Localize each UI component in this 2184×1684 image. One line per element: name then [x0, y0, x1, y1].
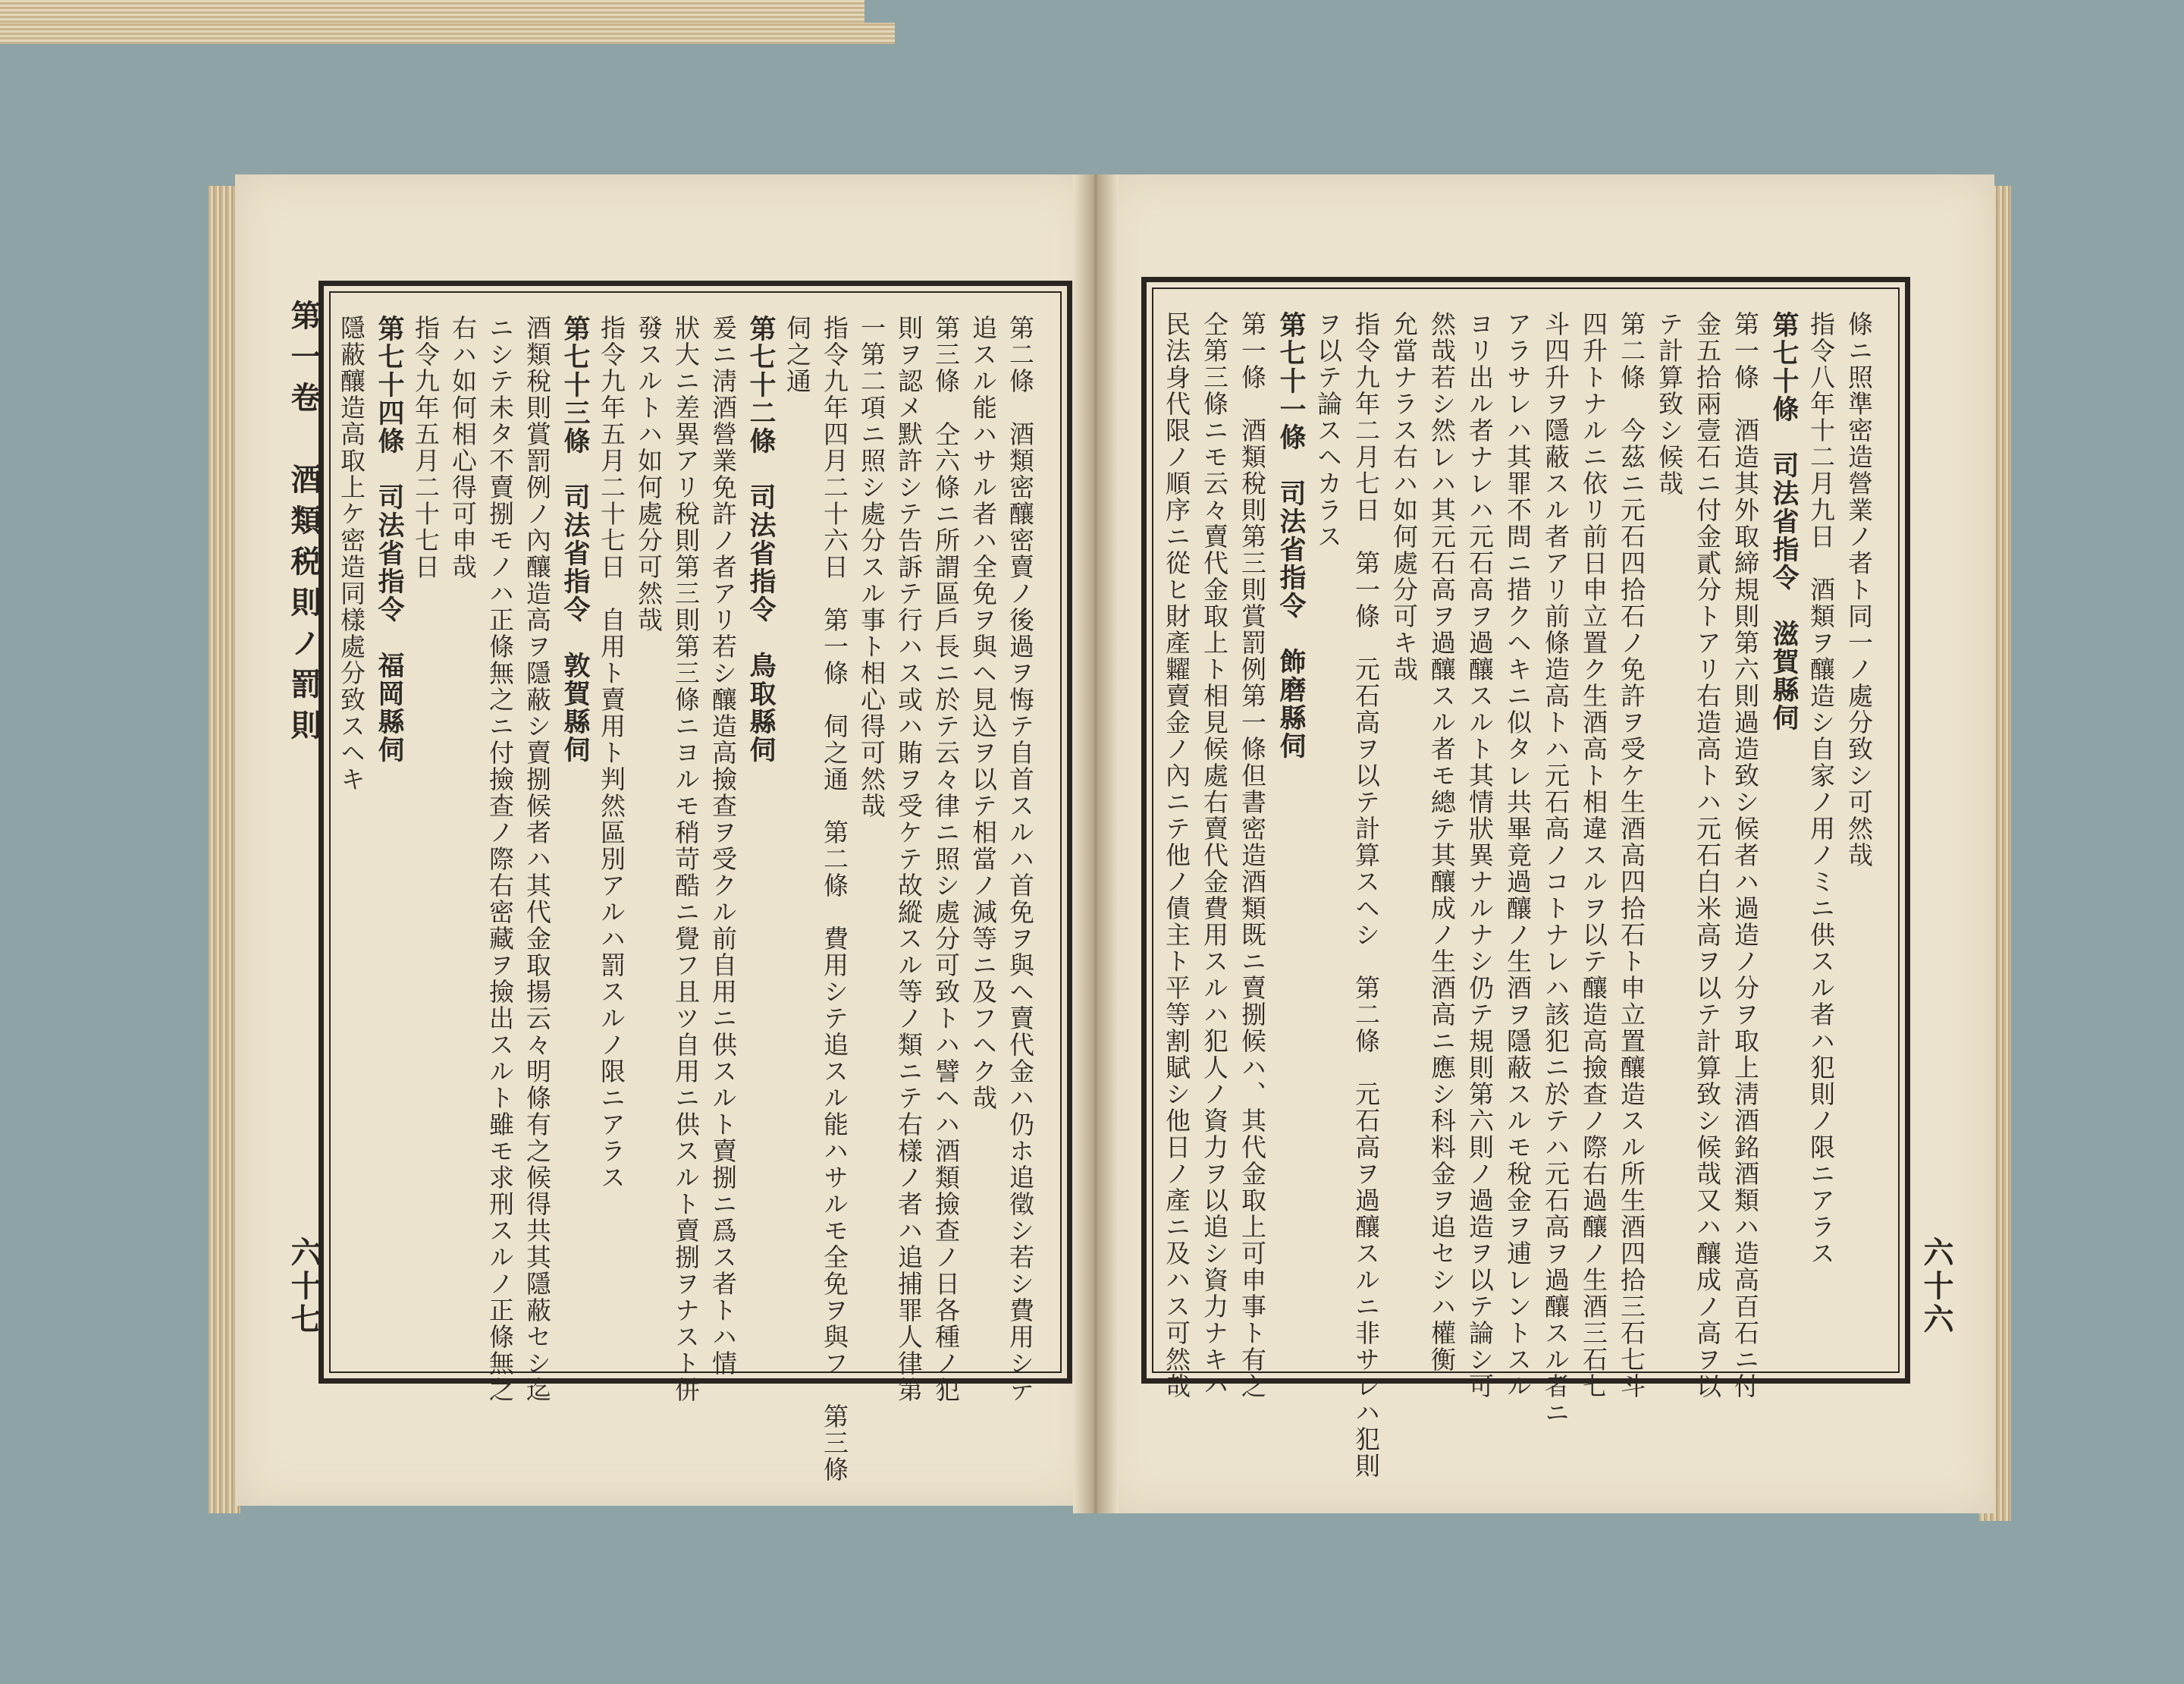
- text-column: 民法身代限ノ順序ニ從ヒ財產糶賣金ノ內ニテ他ノ債主ト平等割賦シ他日ノ產ニ及ハス可然哉: [1162, 311, 1191, 1400]
- text-column: 金五拾兩壹石ニ付金貳分トアリ右造高トハ元石白米高ヲ以テ計算致シ候哉又ハ釀成ノ高ヲ以: [1693, 311, 1722, 1400]
- right-bottom-edges: [0, 23, 895, 44]
- text-column: 仝第三條ニモ云々賣代金取上ト相見候處右賣代金費用スルハ犯人ノ資力ヲ以追シ資力ナキハ: [1200, 311, 1229, 1400]
- text-column: 第七十條 司法省指令 滋賀縣伺: [1768, 311, 1800, 732]
- text-column: 爰ニ淸酒營業免許ノ者アリ若シ釀造高撿查ヲ受クル前自用ニ供スルト賣捌ニ爲ス者トハ情: [708, 315, 738, 1377]
- text-column: テ計算致シ候哉: [1655, 311, 1684, 497]
- text-column: 右ハ如何相心得可申哉: [448, 315, 478, 580]
- text-column: アラサレハ其罪不問ニ措クヘキニ似タレ共畢竟過釀ノ生酒ヲ隱蔽スルモ稅金ヲ逋レントスル: [1503, 311, 1533, 1400]
- text-column: 伺之通: [783, 315, 812, 394]
- text-column: 然哉若シ然レハ其元石高ヲ過釀スル者モ總テ其釀成ノ生酒高ニ應シ科料金ヲ追セシハ權衡: [1427, 311, 1457, 1373]
- text-column: 第二條 今茲ニ元石四拾石ノ免許ヲ受ケ生酒高四拾石ト申立置釀造スル所生酒四拾三石七斗: [1617, 311, 1646, 1400]
- left-bottom-edges: [0, 0, 864, 23]
- text-column: 狀大ニ差異アリ稅則第三則第三條ニヨルモ稍苛酷ニ覺フ且ツ自用ニ供スルト賣捌ヲナスト併: [671, 315, 701, 1403]
- left-page-number: 六十七: [286, 1236, 322, 1337]
- text-column: 指令九年五月二十七日 自用ト賣用ト判然區別アルハ罰スルノ限ニアラス: [597, 315, 626, 1191]
- text-column: 第三條 仝六條ニ所謂區戶長ニ於テ云々律ニ照シ處分可致トハ譬ヘハ酒類撿查ノ日各種ノ犯: [931, 315, 961, 1403]
- text-column: 發スルトハ如何處分可然哉: [634, 315, 664, 633]
- text-column: 酒類稅則賞罰例ノ內釀造高ヲ隱蔽シ賣捌候者ハ其代金取揚云々明條有之候得共其隱蔽セシ迄: [522, 315, 552, 1403]
- text-column: 條ニ照準密造營業ノ者ト同一ノ處分致シ可然哉: [1844, 311, 1874, 869]
- text-column: 第七十二條 司法省指令 鳥取縣伺: [745, 315, 777, 764]
- book-gutter: [1073, 174, 1119, 1513]
- text-column: 第一條 酒類稅則第三則賞罰例第一條但書密造酒類既ニ賣捌候ハ、其代金取上可申事ト有之: [1238, 311, 1267, 1400]
- text-column: 四升トナルニ依リ前日申立置ク生酒高ト相違スルヲ以テ釀造高撿查ノ際右過釀ノ生酒三石七: [1579, 311, 1608, 1400]
- right-page-number: 六十六: [1919, 1236, 1954, 1337]
- text-column: ニシテ未タ不賣捌モノハ正條無之ニ付撿查ノ際右密藏ヲ撿出スルト雖モ求刑スルノ正條無之: [485, 315, 515, 1403]
- text-column: 第七十三條 司法省指令 敦賀縣伺: [560, 315, 591, 764]
- text-column: 允當ナラス右ハ如何處分可キ哉: [1389, 311, 1419, 683]
- text-column: 第七十一條 司法省指令 飾磨縣伺: [1276, 311, 1307, 760]
- text-column: 指令九年四月二十六日 第一條 伺之通 第二條 費用シテ追スル能ハサルモ全免ヲ與フ 第三條: [820, 315, 849, 1483]
- text-column: 斗四升ヲ隱蔽スル者アリ前條造高トハ元石高ノコトナレハ該犯ニ於テハ元石高ヲ過釀スル者ニ: [1541, 311, 1571, 1426]
- text-column: 第七十四條 司法省指令 福岡縣伺: [374, 315, 405, 764]
- text-column: 指令九年五月二十七日: [411, 315, 441, 580]
- text-column: 指令八年十二月九日 酒類ヲ釀造シ自家ノ用ノミニ供スル者ハ犯則ノ限ニアラス: [1806, 311, 1836, 1267]
- text-column: 隱蔽釀造高取上ケ密造同樣處分致スヘキ: [337, 315, 366, 793]
- text-column: ヨリ出ル者ナレハ元石高ヲ過釀スルト其情狀異ナルナシ仍テ規則第六則ノ過造ヲ以テ論シ可: [1465, 311, 1495, 1400]
- text-column: 第一條 酒造其外取締規則第六則過造致シ候者ハ過造ノ分ヲ取上淸酒銘酒類ハ造高百石ニ付: [1731, 311, 1760, 1400]
- text-column: 則ヲ認メ默許シテ告訴テ行ハス或ハ賄ヲ受ケテ故縱スル等ノ類ニテ右樣ノ者ハ追捕罪人律第: [894, 315, 924, 1403]
- text-column: 指令九年二月七日 第一條 元石高ヲ以テ計算スヘシ 第二條 元石高ヲ過釀スルニ非サレハ犯則: [1351, 311, 1381, 1479]
- text-column: 第二條 酒類密釀密賣ノ後過ヲ悔テ自首スルハ首免ヲ與ヘ賣代金ハ仍ホ追徵シ若シ費用シテ: [1006, 315, 1035, 1403]
- left-running-header: 第一卷 酒類税則ノ罰則: [286, 300, 322, 750]
- text-column: 追スル能ハサル者ハ全免ヲ與ヘ見込ヲ以テ相當ノ減等ニ及フヘク哉: [968, 315, 998, 1111]
- text-column: ヲ以テ論スヘカラス: [1313, 311, 1343, 550]
- text-column: 一第二項ニ照シ處分スル事ト相心得可然哉: [857, 315, 886, 819]
